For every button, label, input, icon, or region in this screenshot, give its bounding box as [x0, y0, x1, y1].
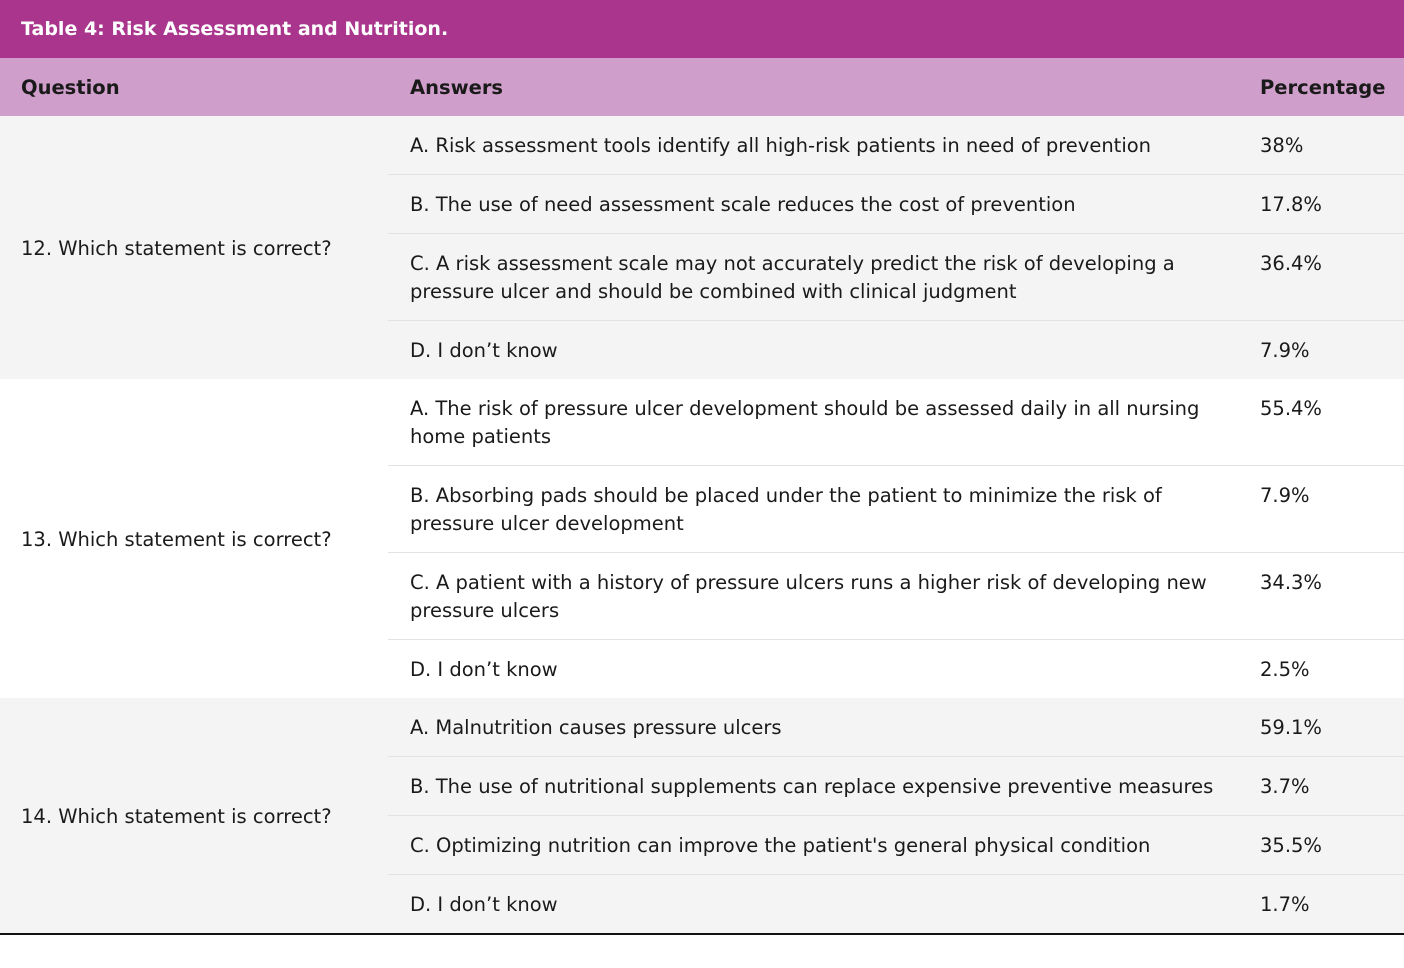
- percentage-cell: 3.7%: [1238, 757, 1404, 816]
- table-row: [0, 698, 1404, 757]
- answer-cell: A. Malnutrition causes pressure ulcers: [388, 698, 1238, 757]
- percentage-cell: 34.3%: [1238, 553, 1404, 640]
- percentage-cell: 1.7%: [1238, 875, 1404, 934]
- table-row: [0, 116, 1404, 175]
- percentage-cell: 35.5%: [1238, 816, 1404, 875]
- answer-cell: C. A patient with a history of pressure ulcers runs a higher risk of developing new pressure ulcers: [388, 553, 1238, 640]
- table-header: [0, 58, 1404, 116]
- answer-cell: C. A risk assessment scale may not accurately predict the risk of developing a pressure ulcer and should be combined with clinical judgment: [388, 234, 1238, 321]
- table-caption: Table 4: Risk Assessment and Nutrition.: [0, 0, 1404, 58]
- answer-cell: D. I don’t know: [388, 875, 1238, 934]
- answer-cell: B. Absorbing pads should be placed under the patient to minimize the risk of pressure ulcer development: [388, 466, 1238, 553]
- percentage-cell: 7.9%: [1238, 466, 1404, 553]
- answer-cell: B. The use of need assessment scale reduces the cost of prevention: [388, 175, 1238, 234]
- question-cell: 13. Which statement is correct?: [0, 379, 388, 698]
- percentage-cell: 17.8%: [1238, 175, 1404, 234]
- percentage-cell: 59.1%: [1238, 698, 1404, 757]
- answer-cell: B. The use of nutritional supplements can replace expensive preventive measures: [388, 757, 1238, 816]
- header-percentage: Percentage: [1238, 58, 1404, 116]
- percentage-cell: 38%: [1238, 116, 1404, 175]
- percentage-cell: 2.5%: [1238, 640, 1404, 699]
- question-cell: 12. Which statement is correct?: [0, 116, 388, 379]
- header-row: [0, 58, 1404, 116]
- percentage-cell: 55.4%: [1238, 379, 1404, 466]
- question-group-14: [0, 698, 1404, 933]
- question-cell: 14. Which statement is correct?: [0, 698, 388, 933]
- header-answers: Answers: [388, 58, 1238, 116]
- table-bottom-rule: [0, 933, 1404, 935]
- percentage-cell: 7.9%: [1238, 321, 1404, 380]
- risk-assessment-table: [0, 58, 1404, 933]
- answer-cell: C. Optimizing nutrition can improve the patient's general physical condition: [388, 816, 1238, 875]
- table-row: [0, 379, 1404, 466]
- question-group-12: [0, 116, 1404, 379]
- header-question: Question: [0, 58, 388, 116]
- percentage-cell: 36.4%: [1238, 234, 1404, 321]
- question-group-13: [0, 379, 1404, 698]
- answer-cell: A. The risk of pressure ulcer development should be assessed daily in all nursing home patients: [388, 379, 1238, 466]
- answer-cell: A. Risk assessment tools identify all high-risk patients in need of prevention: [388, 116, 1238, 175]
- answer-cell: D. I don’t know: [388, 321, 1238, 380]
- answer-cell: D. I don’t know: [388, 640, 1238, 699]
